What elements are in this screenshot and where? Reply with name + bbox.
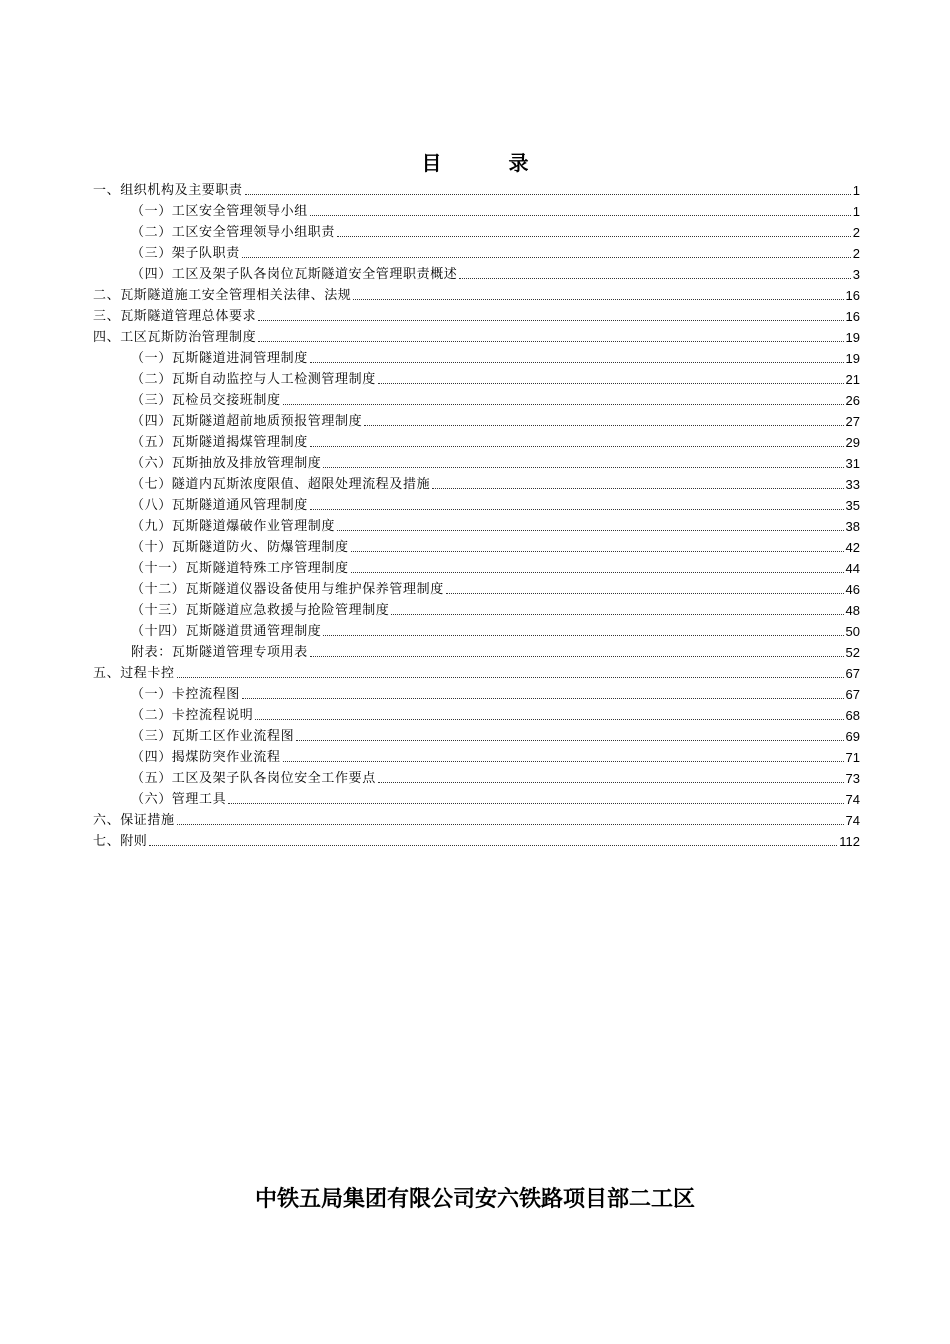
toc-entry-label: （九）瓦斯隧道爆破作业管理制度	[131, 519, 336, 534]
toc-entry[interactable]	[93, 285, 860, 306]
toc-entry-label: （三）架子队职责	[131, 246, 240, 261]
toc-entry-page-number: 74	[845, 813, 860, 828]
toc-entry[interactable]	[93, 684, 860, 705]
toc-entry-label: （二）工区安全管理领导小组职责	[131, 225, 336, 240]
toc-entry[interactable]	[93, 747, 860, 768]
toc-entry[interactable]	[93, 222, 860, 243]
toc-entry[interactable]	[93, 768, 860, 789]
toc-dot-leader	[446, 592, 844, 594]
toc-dot-leader	[177, 676, 844, 678]
toc-entry-page-number: 35	[845, 498, 860, 513]
toc-entry[interactable]	[93, 453, 860, 474]
toc-dot-leader	[310, 445, 844, 447]
toc-entry[interactable]	[93, 369, 860, 390]
toc-entry[interactable]	[93, 642, 860, 663]
company-name: 中铁五局集团有限公司安六铁路项目部二工区	[254, 1187, 695, 1212]
toc-entry[interactable]	[93, 180, 860, 201]
toc-entry-label: （三）瓦检员交接班制度	[131, 393, 281, 408]
toc-entry[interactable]	[93, 201, 860, 222]
toc-entry[interactable]	[93, 264, 860, 285]
toc-entry[interactable]	[93, 390, 860, 411]
toc-entry-page-number: 69	[845, 729, 860, 744]
toc-entry-label: （五）工区及架子队各岗位安全工作要点	[131, 771, 376, 786]
toc-dot-leader	[242, 256, 851, 258]
toc-entry-page-number: 33	[845, 477, 860, 492]
toc-entry-label: 三、瓦斯隧道管理总体要求	[93, 309, 257, 324]
toc-entry[interactable]	[93, 705, 860, 726]
toc-entry[interactable]	[93, 306, 860, 327]
toc-entry[interactable]	[93, 831, 860, 852]
toc-dot-leader	[245, 193, 851, 195]
toc-entry-page-number: 21	[845, 372, 860, 387]
toc-entry-page-number: 29	[845, 435, 860, 450]
toc-entry-label: （三）瓦斯工区作业流程图	[131, 729, 295, 744]
toc-entry-label: 四、工区瓦斯防治管理制度	[93, 330, 257, 345]
toc-entry-page-number: 1	[852, 183, 860, 198]
toc-entry-page-number: 71	[845, 750, 860, 765]
toc-entry-label: （八）瓦斯隧道通风管理制度	[131, 498, 308, 513]
toc-entry-label: 五、过程卡控	[93, 666, 175, 681]
toc-dot-leader	[351, 550, 844, 552]
toc-dot-leader	[283, 760, 844, 762]
toc-entry[interactable]	[93, 516, 860, 537]
toc-entry[interactable]	[93, 432, 860, 453]
toc-entry[interactable]	[93, 621, 860, 642]
toc-entry-label: （二）瓦斯自动监控与人工检测管理制度	[131, 372, 376, 387]
toc-dot-leader	[228, 802, 843, 804]
toc-entry[interactable]	[93, 789, 860, 810]
toc-dot-leader	[258, 340, 843, 342]
toc-dot-leader	[378, 781, 844, 783]
toc-entry[interactable]	[93, 327, 860, 348]
toc-entry-page-number: 112	[839, 834, 860, 849]
toc-entry-page-number: 42	[845, 540, 860, 555]
toc-entry-label: （五）瓦斯隧道揭煤管理制度	[131, 435, 308, 450]
toc-entry[interactable]	[93, 348, 860, 369]
toc-entry-page-number: 16	[845, 309, 860, 324]
toc-dot-leader	[242, 697, 844, 699]
toc-entry[interactable]	[93, 663, 860, 684]
toc-dot-leader	[310, 214, 851, 216]
toc-dot-leader	[283, 403, 844, 405]
toc-dot-leader	[337, 529, 844, 531]
toc-entry-label: （七）隧道内瓦斯浓度限值、超限处理流程及措施	[131, 477, 431, 492]
toc-entry[interactable]	[93, 537, 860, 558]
toc-entry-label: （六）瓦斯抽放及排放管理制度	[131, 456, 322, 471]
toc-entry-label: （四）工区及架子队各岗位瓦斯隧道安全管理职责概述	[131, 267, 458, 282]
toc-entry-page-number: 74	[845, 792, 860, 807]
toc-entry-label: 二、瓦斯隧道施工安全管理相关法律、法规	[93, 288, 352, 303]
toc-entry-label: （四）瓦斯隧道超前地质预报管理制度	[131, 414, 363, 429]
toc-dot-leader	[323, 466, 843, 468]
toc-entry-label: （四）揭煤防突作业流程	[131, 750, 281, 765]
toc-entry-page-number: 67	[845, 687, 860, 702]
toc-entry-label: 附表：瓦斯隧道管理专项用表	[131, 645, 308, 660]
toc-dot-leader	[310, 655, 844, 657]
toc-entry-page-number: 67	[845, 666, 860, 681]
toc-entry-page-number: 50	[845, 624, 860, 639]
toc-entry-page-number: 44	[845, 561, 860, 576]
toc-dot-leader	[353, 298, 843, 300]
toc-entry-page-number: 27	[845, 414, 860, 429]
toc-entry-label: （十二）瓦斯隧道仪器设备使用与维护保养管理制度	[131, 582, 444, 597]
toc-entry-label: （一）卡控流程图	[131, 687, 240, 702]
toc-dot-leader	[296, 739, 843, 741]
toc-dot-leader	[310, 361, 844, 363]
toc-entry-label: （十四）瓦斯隧道贯通管理制度	[131, 624, 322, 639]
toc-entry-page-number: 16	[845, 288, 860, 303]
toc-entry-page-number: 46	[845, 582, 860, 597]
toc-entry-label: （一）瓦斯隧道进洞管理制度	[131, 351, 308, 366]
toc-entry-page-number: 26	[845, 393, 860, 408]
toc-entry-label: （十三）瓦斯隧道应急救援与抢险管理制度	[131, 603, 390, 618]
toc-entry-page-number: 48	[845, 603, 860, 618]
toc-dot-leader	[177, 823, 844, 825]
toc-entry-page-number: 3	[852, 267, 860, 282]
toc-dot-leader	[310, 508, 844, 510]
toc-entry[interactable]	[93, 474, 860, 495]
toc-entry[interactable]	[93, 579, 860, 600]
toc-entry[interactable]	[93, 495, 860, 516]
toc-entry-label: 六、保证措施	[93, 813, 175, 828]
toc-entry-label: （十一）瓦斯隧道特殊工序管理制度	[131, 561, 349, 576]
toc-dot-leader	[432, 487, 843, 489]
toc-dot-leader	[378, 382, 844, 384]
toc-entry-label: （二）卡控流程说明	[131, 708, 254, 723]
toc-entry-label: （十）瓦斯隧道防火、防爆管理制度	[131, 540, 349, 555]
toc-entry-page-number: 19	[845, 351, 860, 366]
toc-dot-leader	[258, 319, 843, 321]
toc-entry-page-number: 2	[852, 225, 860, 240]
table-of-contents	[93, 180, 860, 852]
toc-dot-leader	[351, 571, 844, 573]
toc-entry[interactable]	[93, 411, 860, 432]
toc-entry[interactable]	[93, 810, 860, 831]
toc-dot-leader	[149, 844, 837, 846]
toc-entry[interactable]	[93, 558, 860, 579]
toc-dot-leader	[255, 718, 843, 720]
toc-dot-leader	[364, 424, 843, 426]
toc-entry-page-number: 68	[845, 708, 860, 723]
toc-entry-label: 一、组织机构及主要职责	[93, 183, 243, 198]
toc-dot-leader	[337, 235, 851, 237]
toc-dot-leader	[459, 277, 850, 279]
toc-entry[interactable]	[93, 600, 860, 621]
toc-dot-leader	[391, 613, 843, 615]
toc-entry-label: 七、附则	[93, 834, 148, 849]
toc-entry-label: （六）管理工具	[131, 792, 227, 807]
toc-entry-page-number: 73	[845, 771, 860, 786]
toc-entry-page-number: 1	[852, 204, 860, 219]
toc-entry-page-number: 19	[845, 330, 860, 345]
toc-entry-label: （一）工区安全管理领导小组	[131, 204, 308, 219]
toc-dot-leader	[323, 634, 843, 636]
toc-entry-page-number: 31	[845, 456, 860, 471]
toc-entry[interactable]	[93, 243, 860, 264]
page-title: 目 录	[421, 151, 559, 175]
toc-entry-page-number: 2	[852, 246, 860, 261]
toc-entry[interactable]	[93, 726, 860, 747]
toc-entry-page-number: 52	[845, 645, 860, 660]
toc-entry-page-number: 38	[845, 519, 860, 534]
